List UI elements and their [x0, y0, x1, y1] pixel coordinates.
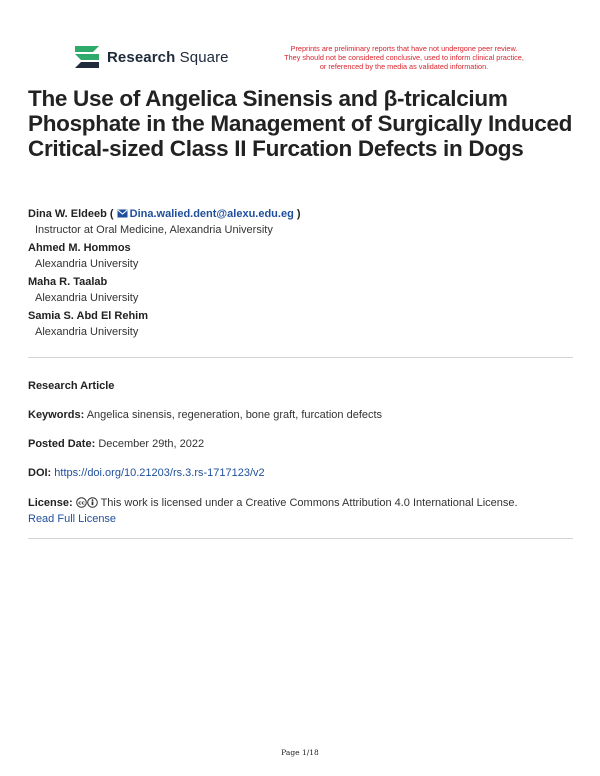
posted-date-row [28, 436, 573, 452]
keywords-label: Keywords: [28, 409, 85, 421]
article-type: Research Article [28, 380, 115, 392]
author-affiliation: Alexandria University [35, 292, 139, 304]
research-square-logo-icon [73, 44, 101, 70]
preprint-disclaimer [269, 44, 539, 71]
disclaimer-line: They should not be considered conclusive, used to inform clinical practice, [284, 53, 524, 62]
posted-date-value: December 29th, 2022 [98, 438, 205, 450]
page-number: Page 1/18 [281, 748, 319, 757]
license-label: License: [28, 497, 73, 509]
doi-row [28, 465, 573, 481]
author-affiliation: Alexandria University [35, 326, 139, 338]
paper-title: The Use of Angelica Sinensis and β-tricalcium Phosphate in the Management of Surgically Induced Critical-sized Class II Furcation Defects in Dogs [28, 86, 573, 161]
divider [28, 538, 573, 539]
logo-text: Research Square [107, 48, 229, 66]
keywords-value: Angelica sinensis, regeneration, bone graft, furcation defects [86, 409, 383, 421]
attribution-icon [87, 497, 98, 508]
author-list [28, 207, 573, 340]
read-full-license-link[interactable]: Read Full License [28, 513, 117, 525]
mail-icon [117, 209, 128, 218]
posted-date-label: Posted Date: [28, 438, 96, 450]
license-row [28, 495, 573, 527]
research-square-logo[interactable] [73, 44, 229, 70]
disclaimer-line: Preprints are preliminary reports that have not undergone peer review. [290, 44, 518, 53]
author-email-link[interactable]: Dina.walied.dent@alexu.edu.eg [117, 208, 294, 220]
author-name: Ahmed M. Hommos [28, 242, 131, 254]
author-affiliation: Alexandria University [35, 258, 139, 270]
license-text: This work is licensed under a Creative Commons Attribution 4.0 International License. [100, 497, 518, 509]
doi-link[interactable]: https://doi.org/10.21203/rs.3.rs-1717123/v2 [54, 467, 265, 479]
author-affiliation: Instructor at Oral Medicine, Alexandria University [35, 224, 273, 236]
doi-label: DOI: [28, 467, 52, 479]
author-name: Dina W. Eldeeb ( Dina.walied.dent@alexu.edu.eg ) [28, 208, 301, 220]
svg-text:cc: cc [77, 500, 85, 507]
divider [28, 357, 573, 358]
keywords-row [28, 407, 573, 423]
disclaimer-line: or referenced by the media as validated information. [319, 62, 489, 71]
author-name: Samia S. Abd El Rehim [28, 310, 149, 322]
creative-commons-icon [76, 497, 87, 508]
author-name: Maha R. Taalab [28, 276, 108, 288]
